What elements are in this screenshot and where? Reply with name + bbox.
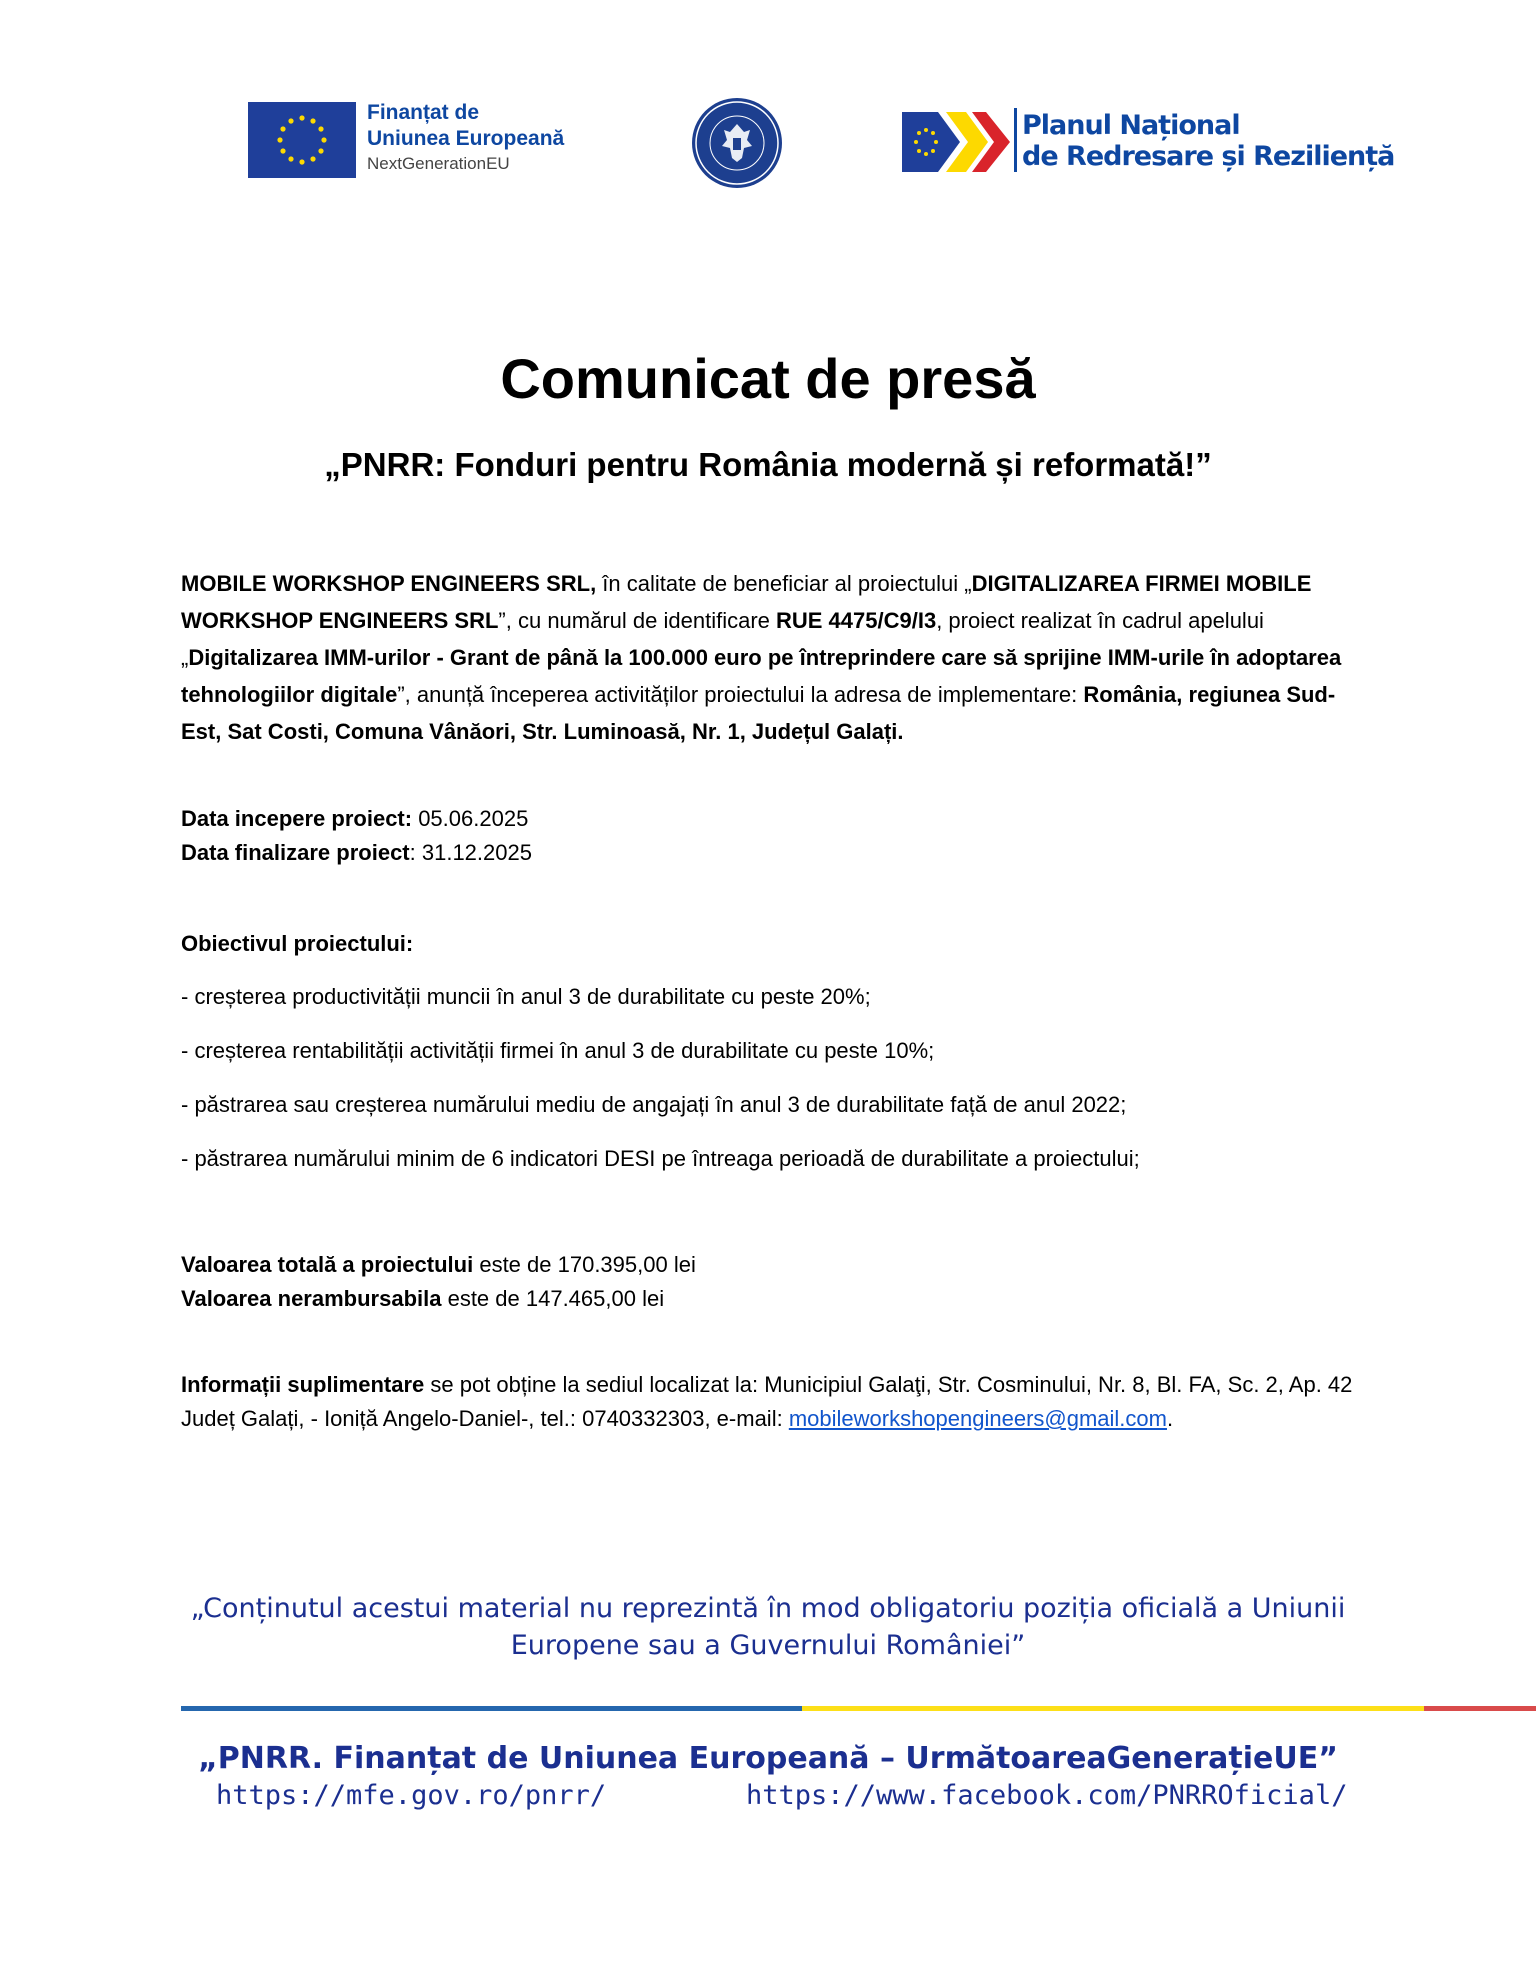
list-item: - păstrarea sau creșterea numărului mediu de angajați în anul 3 de durabilitate față de anul 2022;	[181, 1092, 1127, 1117]
end-date-row	[181, 836, 1361, 870]
end-date-value: : 31.12.2025	[409, 840, 532, 865]
email-link[interactable]: mobileworkshopengineers@gmail.com	[788, 1406, 1167, 1431]
pnrr-text-line2: de Redresare și Reziliență	[1022, 141, 1395, 172]
page-subtitle: „PNRR: Fonduri pentru România modernă și reformată!”	[324, 446, 1212, 483]
grant-value-label: Valoarea nerambursabila	[181, 1286, 442, 1311]
footer-bar-blue	[181, 1706, 802, 1711]
project-id: RUE 4475/C9/I3	[776, 608, 937, 633]
footer-tagline: „PNRR. Finanțat de Uniunea Europeană – UrmătoareaGenerațieUE”	[198, 1741, 1338, 1776]
total-value-label: Valoarea totală a proiectului	[181, 1252, 474, 1277]
list-item: - creșterea productivității muncii în anul 3 de durabilitate cu peste 20%;	[181, 984, 871, 1009]
pnrr-facebook-link[interactable]: https://www.facebook.com/PNRROficial/	[746, 1780, 1348, 1811]
grant-value: este de 147.465,00 lei	[441, 1286, 665, 1311]
page-title: Comunicat de presă	[500, 347, 1036, 410]
pnrr-label	[1022, 110, 1394, 172]
disclaimer-text: „Conținutul acestui material nu reprezintă în mod obligatoriu poziția oficială a Uniunii Europene sau a Guvernului României”	[190, 1593, 1346, 1661]
start-date-label: Data incepere proiect:	[181, 806, 413, 831]
start-date-value: 05.06.2025	[412, 806, 529, 831]
pnrr-divider	[1014, 108, 1017, 172]
info-label: Informații suplimentare	[181, 1372, 425, 1397]
eu-funding-label	[367, 100, 627, 176]
objectives-title: Obiectivul proiectului:	[181, 931, 414, 956]
grant-value-row	[181, 1282, 1361, 1316]
call-name: Digitalizarea IMM-urilor - Grant de până la 100.000 euro pe întreprindere care să sprijine IMM-urile în adoptarea tehnologiilor digitale	[181, 645, 1342, 707]
intro-text-2: ”, cu numărul de identificare	[498, 608, 776, 633]
eu-text-line1: Finanțat de	[367, 101, 480, 124]
company-name: MOBILE WORKSHOP ENGINEERS SRL,	[181, 571, 597, 596]
eu-flag-icon	[248, 102, 356, 178]
pnrr-text-line1: Planul Național	[1022, 110, 1240, 141]
contact-info	[181, 1368, 1361, 1436]
start-date-row	[181, 802, 1361, 836]
info-text: se pot obține la sediul localizat la: Municipiul Galaţi, Str. Cosminului, Nr. 8, Bl. FA, Sc. 2, Ap. 42 Județ Galați, - Ioniță Angelo-Daniel-, tel.: 0740332303, e-mail:	[181, 1372, 1353, 1431]
intro-paragraph	[181, 565, 1361, 750]
pnrr-website-link[interactable]: https://mfe.gov.ro/pnrr/	[216, 1780, 607, 1811]
implementation-address: România, regiunea Sud-Est, Sat Costi, Comuna Vânăori, Str. Luminoasă, Nr. 1, Județul Galați.	[181, 682, 1336, 744]
total-value-row	[181, 1248, 1361, 1282]
list-item: - păstrarea numărului minim de 6 indicatori DESI pe întreaga perioadă de durabilitate a proiectului;	[181, 1146, 1140, 1171]
info-end: .	[1166, 1406, 1174, 1431]
footer-bar-red	[1424, 1706, 1536, 1711]
intro-text-1: în calitate de beneficiar al proiectului „	[596, 571, 972, 596]
footer-bar-yellow	[802, 1706, 1424, 1711]
pnrr-flag-arrow-icon	[902, 110, 1012, 174]
objectives-list	[181, 978, 1361, 1194]
total-value: este de 170.395,00 lei	[473, 1252, 696, 1277]
intro-text-4: ”, anunță începerea activităților proiectului la adresa de implementare:	[397, 682, 1084, 707]
guvernul-romaniei-seal-icon	[690, 96, 784, 190]
eu-text-line2: Uniunea Europeană	[367, 127, 565, 150]
end-date-label: Data finalizare proiect	[181, 840, 410, 865]
eu-text-line3: NextGenerationEU	[367, 154, 510, 173]
intro-text-3: , proiect realizat în cadrul apelului „	[181, 608, 1264, 670]
project-values	[181, 1248, 1361, 1316]
project-dates	[181, 802, 1361, 870]
list-item: - creșterea rentabilității activității firmei în anul 3 de durabilitate cu peste 10%;	[181, 1038, 935, 1063]
project-name: DIGITALIZAREA FIRMEI MOBILE WORKSHOP ENGINEERS SRL	[181, 571, 1312, 633]
